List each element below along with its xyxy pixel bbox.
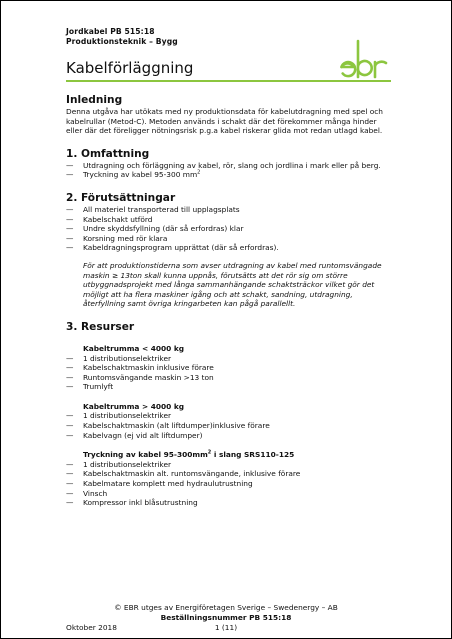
list-item: — Kabelschaktmaskin inklusive förare [66, 363, 214, 373]
list-item: — All materiel transporterad till upplagsplats [66, 204, 240, 214]
list-item: — Trumlyft [66, 382, 114, 392]
resource-heading: Tryckning av kabel $95-300mm^2$ i slang SRS110-125 [83, 449, 295, 460]
section-1-heading [66, 148, 391, 161]
list-item: — Kompressor inkl blåsutrustning [66, 498, 198, 508]
intro-heading: Inledning [66, 94, 123, 106]
list-item: — Kabelschakt utförd [66, 214, 153, 224]
list-item: — 1 distributionselektriker [66, 411, 172, 421]
intro-paragraph: Denna utgåva har utökats med ny produktionsdata för kabelutdragning med spel och kabelrullar (Metod-C). Metoden används i schakt där det förekommer många hinder eller där det föreligger nötningsrisk p.g.a kabel riskerar glida mot redan utlagd kabel. [66, 107, 383, 136]
section-number: 1. [66, 147, 78, 160]
ebr-logo-icon [337, 33, 391, 83]
list-item: — Kabelmatare komplett med hydraulutrustning [66, 479, 253, 489]
list-item: — 1 distributionselektriker [66, 353, 172, 363]
list-item: — Runtomsvängande maskin >13 ton [66, 372, 214, 382]
header-document-id: Jordkabel PB 515:18 [66, 27, 155, 36]
section-title: Förutsättningar [81, 191, 176, 204]
resource-list [66, 460, 391, 508]
resource-heading: Kabeltrumma > 4000 kg [83, 401, 185, 411]
list-item: — Utdragning och förläggning av kabel, rör, slang och jordlina i mark eller på berg. [66, 160, 381, 170]
footer-page-number: 1 (11) [214, 623, 238, 632]
header-category: Produktionsteknik – Bygg [66, 37, 178, 46]
resource-list [66, 411, 391, 440]
resource-list [66, 354, 391, 392]
list-item: — Undre skyddsfyllning (där så erfordras) klar [66, 224, 244, 234]
list-item: — Kabelvagn (ej vid alt liftdumper) [66, 430, 203, 440]
section-2-list [66, 205, 391, 253]
list-item: — Kabelschaktmaskin (alt liftdumper)inklusive förare [66, 421, 270, 431]
footer-order-number: Beställningsnummer PB 515:18 [160, 613, 292, 622]
footer-copyright: © EBR utges av Energiföretagen Sverige – Swedenergy – AB [114, 603, 338, 612]
list-item: — 1 distributionselektriker [66, 459, 172, 469]
section-2-heading [66, 192, 391, 205]
list-item: — Korsning med rör klara [66, 233, 168, 243]
resource-heading: Kabeltrumma < 4000 kg [83, 343, 185, 353]
page-title: Kabelförläggning [66, 59, 194, 77]
title-underline [66, 80, 391, 82]
list-item: — Kabelschaktmaskin alt. runtomsvängande, inklusive förare [66, 469, 301, 479]
section-number: 2. [66, 191, 78, 204]
section-number: 3. [66, 320, 78, 333]
document-body [66, 94, 391, 508]
section-1-list [66, 161, 391, 180]
section-title: Resurser [81, 320, 135, 333]
list-item: — Tryckning av kabel 95-300 $mm^2$ [66, 169, 201, 180]
ebr-logo [337, 33, 391, 83]
footer-date: Oktober 2018 [66, 623, 117, 632]
section-2-note: För att produktionstiderna som avser utdragning av kabel med runtomsvängade maskin ≥ 13ton skall kunna uppnås, förutsätts att det rör sig om större utbyggnadsprojekt med långa sammanhängande schaktsträckor vilket gör det möjligt att ha flera maskiner igång och att schakt, sandning, utdragning, återfyllning samt övriga kringarbeten kan pågå parallellt. [83, 260, 382, 309]
list-item: — Vinsch [66, 488, 108, 498]
section-3-heading [66, 321, 391, 334]
section-title: Omfattning [81, 147, 150, 160]
list-item: — Kabeldragningsprogram upprättat (där så erfordras). [66, 243, 279, 253]
